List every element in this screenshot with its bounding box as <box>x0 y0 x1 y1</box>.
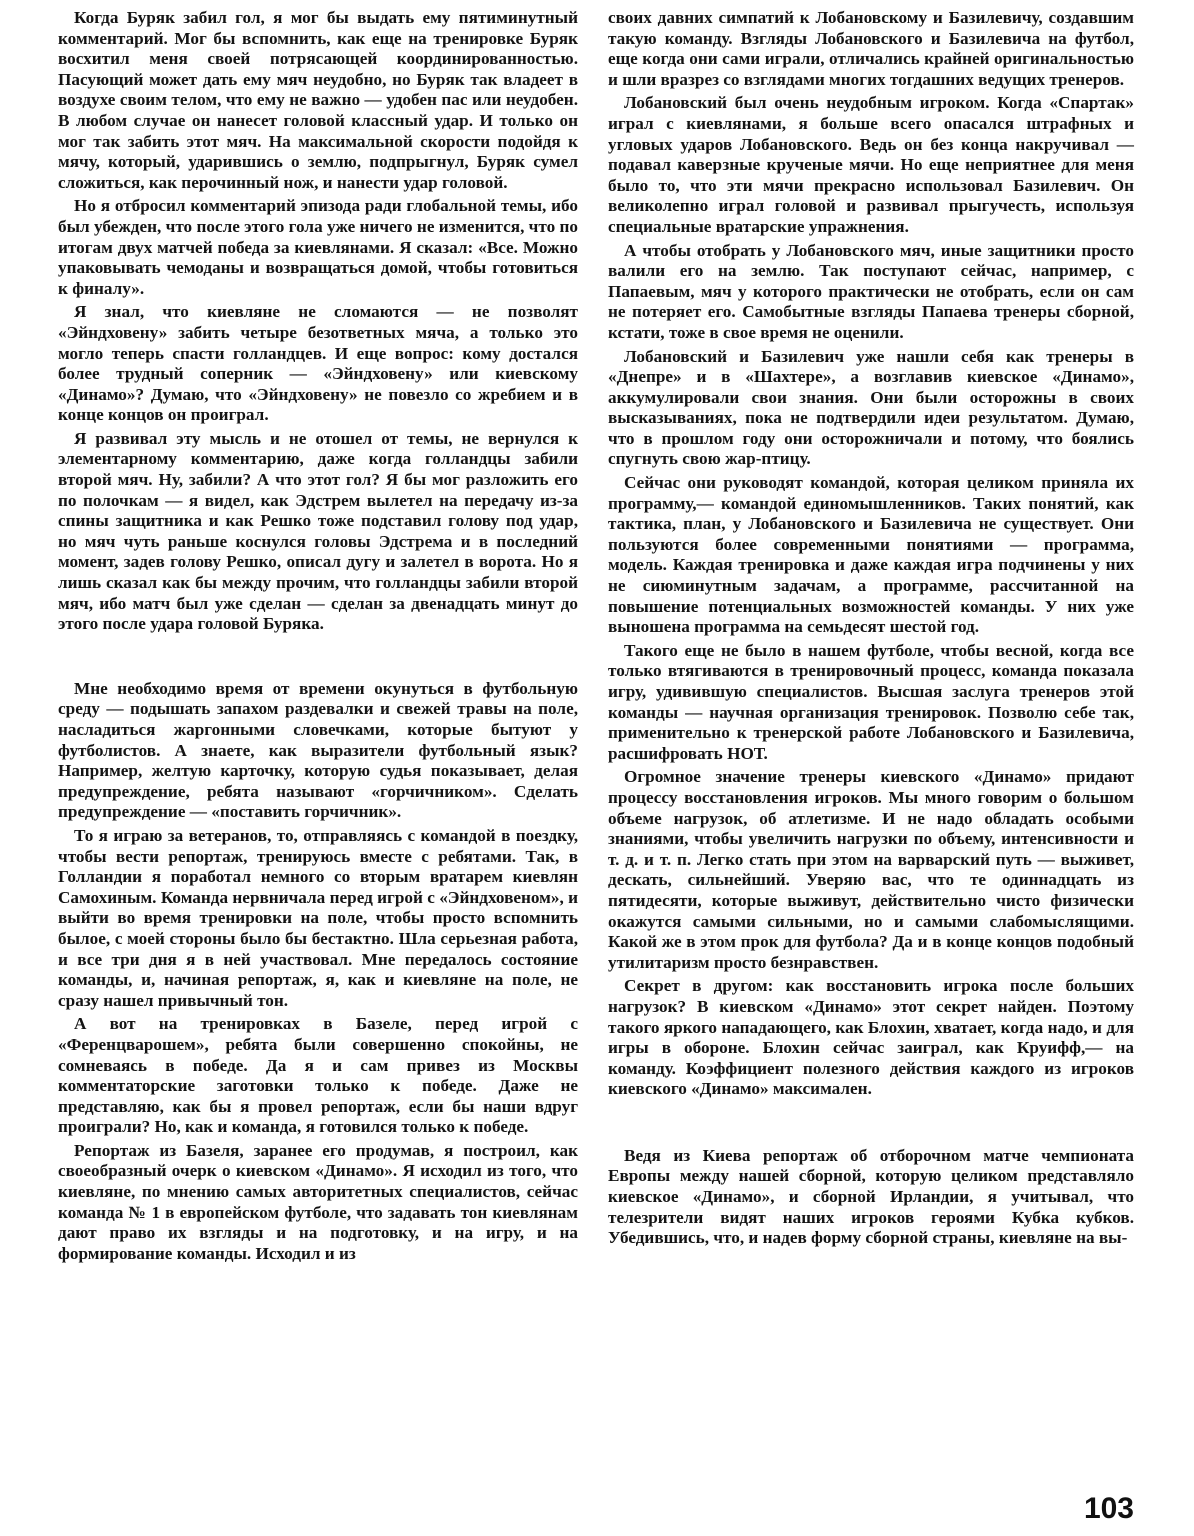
paragraph: Огромное значение тренеры киевского «Динамо» придают процессу восстановления игроков. Мы много говорим о большом объеме нагрузок, об атлетизме. И не надо обладать особыми знаниями, чтобы увеличить нагрузки по объему, интенсивности и т. д. и т. п. Легко стать при этом на варварский путь — выживет, дескать, сильнейший. Уверяю вас, что те одиннадцать из пятидесяти, которые выживут, действительно чисто физически окажутся самыми сильными, но и самыми слабомыслящими. Какой же в этом прок для футбола? Да и в конце концов подобный утилитаризм просто безнравствен. <box>608 767 1134 972</box>
paragraph: Когда Буряк забил гол, я мог бы выдать ему пятиминутный комментарий. Мог бы вспомнить, как еще на тренировке Буряк восхитил меня своей потрясающей координированностью. Пасующий может дать ему мяч неудобно, но Буряк так владеет в воздухе своим телом, что ему не важно — удобен пас или неудобен. В любом случае он нанесет головой классный удар. И только он мог так забить этот мяч. На максимальной скорости подойдя к мячу, который, ударившись о землю, подпрыгнул, Буряк сумел сложиться, как перочинный нож, и нанести удар головой. <box>58 8 578 192</box>
page-number: 103 <box>1083 1492 1134 1525</box>
paragraph: А вот на тренировках в Базеле, перед игрой с «Ференцварошем», ребята были совершенно спокойны, не сомневаясь в победе. Да я и сам привез из Москвы комментаторские заготовки только к победе. Даже не представляю, как бы я провел репортаж, если бы наши вдруг проиграли? Но, как и команда, я готовился только к победе. <box>58 1014 578 1137</box>
paragraph: Но я отбросил комментарий эпизода ради глобальной темы, ибо был убежден, что после этого гола уже ничего не изменится, что по итогам двух матчей победа за киевлянами. Я сказал: «Все. Можно упаковывать чемоданы и возвращаться домой, чтобы готовиться к финалу». <box>58 196 578 298</box>
paragraph: Такого еще не было в нашем футболе, чтобы весной, когда все только втягиваются в тренировочный процесс, команда показала игру, удивившую специалистов. Высшая заслуга тренеров этой команды — научная организация тренировок. Позволю себе так, применительно к тренерской работе Лобановского и Базилевича, расшифровать НОТ. <box>608 640 1134 763</box>
paragraph: своих давних симпатий к Лобановскому и Базилевичу, создавшим такую команду. Взгляды Лобановского и Базилевича на футбол, еще когда они сами играли, отличались крайней оригинальностью и шли вразрез со взглядами многих тогдашних ведущих тренеров. <box>608 8 1134 89</box>
paragraph: Секрет в другом: как восстановить игрока после больших нагрузок? В киевском «Динамо» этот секрет найден. Поэтому такого яркого нападающего, как Блохин, хватает, когда надо, и для игры в обороне. Блохин сейчас заиграл, как Круифф,— на команду. Коэффициент полезного действия каждого из игроков киевского «Динамо» максимален. <box>608 976 1134 1099</box>
paragraph: Репортаж из Базеля, заранее его продумав, я построил, как своеобразный очерк о киевском «Динамо». Я исходил из того, что киевляне, по мнению самых авторитетных специалистов, сейчас команда № 1 в европейском футболе, что задавать тон киевлянам дают право их взгляды и на подготовку, и на игру, и на формирование команды. Исходил и из <box>58 1140 578 1263</box>
paragraph: Ведя из Киева репортаж об отборочном матче чемпионата Европы между нашей сборной, которую целиком представляло киевское «Динамо», и сборной Ирландии, я учитывал, что телезрители видят наших игроков героями Кубка кубков. Убедившись, что, и надев форму сборной страны, киевляне на вы- <box>608 1145 1134 1248</box>
paragraph: Сейчас они руководят командой, которая целиком приняла их программу,— командой единомышленников. Таких понятий, как тактика, план, у Лобановского и Базилевича не существует. Они пользуются более современными понятиями — программа, модель. Каждая тренировка и даже каждая игра подчинены у них не сиюминутным задачам, а программе, рассчитанной на повышение потенциальных возможностей команды. У них уже выношена программа на семьдесят шестой год. <box>608 473 1134 637</box>
paragraph: Я развивал эту мысль и не отошел от темы, не вернулся к элементарному комментарию, даже когда голландцы забили второй мяч. Ну, забили? А что этот гол? Я бы мог разложить его по полочкам — я видел, как Эдстрем вылетел на передачу из-за спины защитника и как Решко тоже подставил голову под удар, но мяч чуть раньше коснулся головы Эдстрема и в последний момент, задев голову Решко, описал дугу и залетел в ворота. Но я лишь сказал как бы между прочим, что голландцы забили второй мяч, ибо матч был уже сделан — сделан за двенадцать минут до этого после удара головой Буряка. <box>58 428 578 634</box>
paragraph: А чтобы отобрать у Лобановского мяч, иные защитники просто валили его на землю. Так поступают сейчас, например, с Папаевым, мяч у которого практически не отобрать, если он сам не потеряет его. Самобытные взгляды Папаева тренеры сборной, кстати, тоже в свое время не оценили. <box>608 240 1134 342</box>
paragraph: Я знал, что киевляне не сломаются — не позволят «Эйндховену» забить четыре безответных мяча, а только это могло теперь спасти голландцев. И еще вопрос: кому достался более трудный соперник — «Эйндховену» или киевскому «Динамо»? Думаю, что «Эйндховену» не повезло со жребием и в конце концов он проиграл. <box>58 302 578 425</box>
paragraph: Лобановский и Базилевич уже нашли себя как тренеры в «Днепре» и в «Шахтере», а возглавив киевское «Динамо», аккумулировали свои знания. Они были осторожны в своих высказываниях, пока не подтвердили идеи результатом. Думаю, что в прошлом году они осторожничали и потому, что боялись спугнуть свою жар-птицу. <box>608 346 1134 469</box>
paragraph: Лобановский был очень неудобным игроком. Когда «Спартак» играл с киевлянами, я больше всего опасался штрафных и угловых ударов Лобановского. Ведь он без конца накручивал — подавал каверзные крученые мячи. Но еще неприятнее для меня было то, что эти мячи прекрасно использовал Базилевич. Он великолепно играл головой и развивал прыгучесть, используя специальные вратарские упражнения. <box>608 93 1134 236</box>
paragraph: То я играю за ветеранов, то, отправляясь с командой в поездку, чтобы вести репортаж, тренируюсь вместе с ребятами. Так, в Голландии я поработал немного со вторым вратарем киевлян Самохиным. Команда нервничала перед игрой с «Эйндховеном», и выйти во время тренировки на поле, чтобы просто вспомнить былое, с моей стороны было бы бестактно. Шла серьезная работа, и все три дня я в ней участвовал. Мне передалось состояние команды, и, начиная репортаж, я, как и киевляне на поле, не сразу нашел привычный тон. <box>58 825 578 1010</box>
left-column <box>58 8 578 1264</box>
paragraph: Мне необходимо время от времени окунуться в футбольную среду — подышать запахом раздевалки и свежей травы на поле, насладиться жаргонными словечками, которые бытуют у футболистов. А знаете, как выразители футбольный язык? Например, желтую карточку, которую судья показывает, делая предупреждение, ребята называют «горчичником». Сделать предупреждение — «поставить горчичник». <box>58 678 578 822</box>
right-column <box>608 8 1134 1249</box>
